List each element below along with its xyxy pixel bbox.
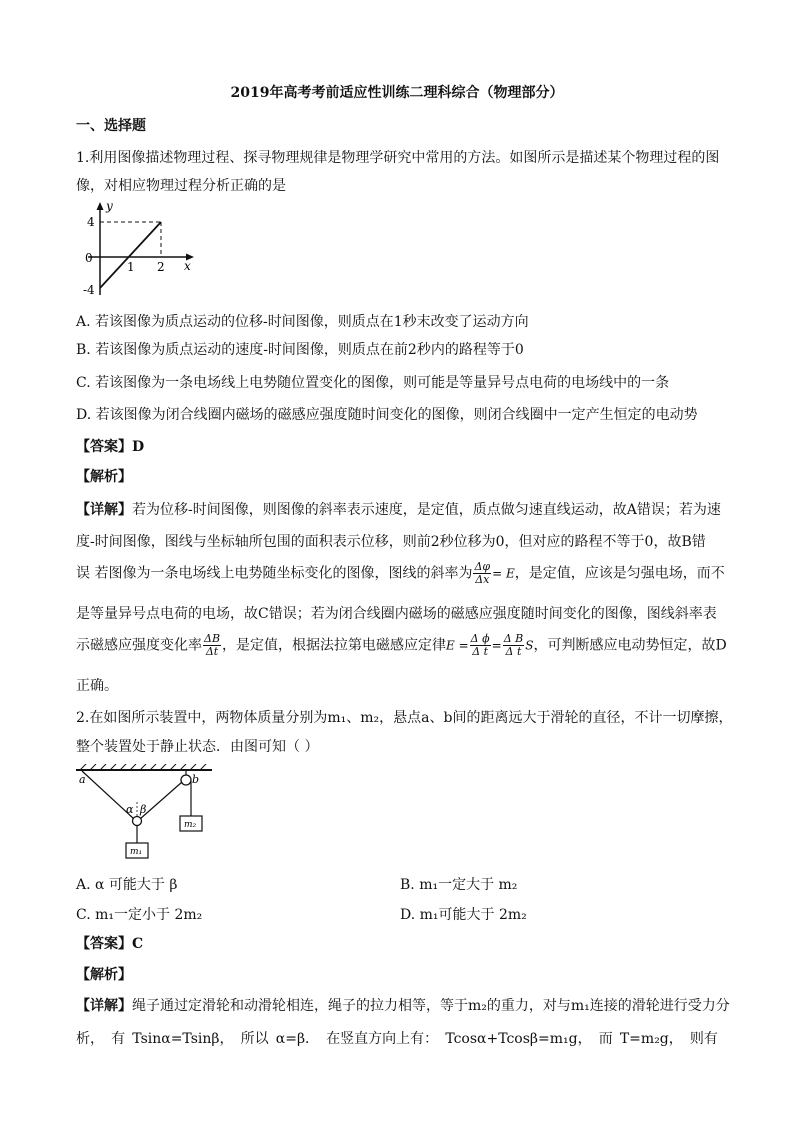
faraday-fraction-phi-t bbox=[470, 633, 491, 658]
fraction-numerator: Δ B bbox=[503, 632, 524, 645]
page-title: 2019年高考考前适应性训练二理科综合（物理部分） bbox=[230, 85, 564, 101]
q2-detail-word: α=β． bbox=[275, 1031, 320, 1047]
q2-detail-word: Tcosα+Tcosβ=m₁g， bbox=[445, 1031, 592, 1047]
faraday-fraction-b-t bbox=[503, 633, 525, 658]
tick-label-neg4: -4 bbox=[83, 283, 95, 297]
q1-detail-text-5a: 示磁感应强度变化率 bbox=[76, 637, 202, 654]
q1-detail-line-6: 正确。 bbox=[76, 678, 118, 694]
section-heading: 一、选择题 bbox=[76, 118, 146, 134]
fraction-denominator: Δx bbox=[475, 573, 490, 586]
q2-stem-line-1: 2.在如图所示装置中，两物体质量分别为m₁、m₂，悬点a、b间的距离远大于滑轮的直径，不计一切摩擦， bbox=[76, 710, 733, 726]
fraction-numerator: ΔB bbox=[204, 632, 221, 645]
q1-stem-line-2: 像，对相应物理过程分析正确的是 bbox=[76, 178, 286, 194]
q2-detail-word: Tsinα=Tsinβ， bbox=[132, 1031, 234, 1047]
q1-analysis-heading: 【解析】 bbox=[76, 469, 132, 485]
movable-pulley-icon bbox=[133, 817, 142, 826]
q2-detail-word: 而 bbox=[598, 1031, 613, 1047]
q1-detail-text-3b: ，是定值，应该是匀强电场，而不 bbox=[514, 565, 725, 582]
q2-option-c: C. m₁一定小于 2m₂ bbox=[76, 907, 203, 923]
q1-option-b: B. 若该图像为质点运动的速度-时间图像，则质点在前2秒内的路程等于0 bbox=[76, 342, 524, 358]
q2-detail-text-1: 绳子通过定滑轮和动滑轮相连，绳子的拉力相等，等于m₂的重力，对与m₁连接的滑轮进行受力分 bbox=[132, 998, 730, 1014]
q2-detail-line-1 bbox=[76, 997, 730, 1015]
q1-option-d: D. 若该图像为闭合线圈内磁场的磁感应强度随时间变化的图像，则闭合线圈中一定产生恒定的电动势 bbox=[76, 407, 698, 423]
q2-detail-word: 在竖直方向上有： bbox=[326, 1031, 439, 1047]
fraction-numerator: Δφ bbox=[474, 560, 491, 573]
q2-detail-heading: 【详解】 bbox=[76, 998, 132, 1014]
label-beta: β bbox=[140, 803, 147, 816]
q2-detail-word: 则有 bbox=[689, 1031, 718, 1047]
q1-detail-line-4: 是等量异号点电荷的电场，故C错误；若为闭合线圈内磁场的磁感应强度随时间变化的图像，图线斜率表 bbox=[76, 606, 717, 622]
q1-detail-text-3a: 误 若图像为一条电场线上电势随坐标变化的图像，图线的斜率为 bbox=[76, 565, 473, 582]
q1-detail-heading: 【详解】 bbox=[76, 502, 132, 518]
tick-label-4: 4 bbox=[87, 215, 95, 229]
q2-detail-word: T=m₂g， bbox=[619, 1031, 683, 1047]
q2-answer: 【答案】C bbox=[76, 936, 144, 952]
formula-equals-e: = E bbox=[492, 566, 515, 581]
q1-detail-line-2: 度-时间图像，图线与坐标轴所包围的面积表示位移，则前2秒位移为0，但对应的路程不等于0，故B错 bbox=[76, 534, 706, 550]
q2-analysis-heading: 【解析】 bbox=[76, 967, 132, 983]
q2-option-b: B. m₁一定大于 m₂ bbox=[400, 877, 518, 893]
q2-option-d: D. m₁可能大于 2m₂ bbox=[400, 907, 527, 923]
q2-detail-word: 所以 bbox=[240, 1031, 269, 1047]
slope-fraction-phi-x bbox=[473, 561, 491, 586]
q1-detail-text-1: 若为位移-时间图像，则图像的斜率表示速度，是定值，质点做匀速直线运动，故A错误；若为速 bbox=[132, 502, 721, 518]
q1-stem-line-1: 1.利用图像描述物理过程、探寻物理规律是物理学研究中常用的方法。如图所示是描述某个物理过程的图 bbox=[76, 150, 720, 166]
graph-line bbox=[100, 222, 161, 288]
fraction-denominator: Δ t bbox=[505, 645, 522, 658]
q1-option-a: A. 若该图像为质点运动的位移-时间图像，则质点在1秒末改变了运动方向 bbox=[76, 314, 529, 330]
fraction-denominator: Δ t bbox=[472, 645, 489, 658]
label-b: b bbox=[192, 773, 200, 786]
q2-option-a: A. α 可能大于 β bbox=[76, 877, 178, 893]
tick-label-2: 2 bbox=[157, 260, 165, 274]
formula-equals: = bbox=[491, 638, 502, 653]
q2-detail-word: 析， bbox=[76, 1031, 104, 1047]
y-axis-arrow-icon bbox=[97, 202, 104, 210]
rate-fraction-b-t bbox=[203, 633, 221, 658]
q1-graph bbox=[78, 199, 198, 299]
tick-label-1: 1 bbox=[127, 260, 135, 274]
q2-pulley-figure bbox=[76, 764, 216, 864]
q2-stem-line-2: 整个装置处于静止状态．由图可知（ ） bbox=[76, 739, 319, 755]
label-m2: m₂ bbox=[184, 820, 197, 830]
q2-detail-word: 有 bbox=[111, 1031, 126, 1047]
q2-options-row-1 bbox=[76, 876, 517, 894]
q1-option-c: C. 若该图像为一条电场线上电势随位置变化的图像，则可能是等量异号点电荷的电场线中的一条 bbox=[76, 375, 670, 391]
q1-detail-text-5b: ，是定值，根据法拉第电磁感应定律 bbox=[222, 637, 447, 654]
q1-detail-line-1 bbox=[76, 501, 721, 519]
fraction-numerator: Δ ϕ bbox=[470, 632, 490, 645]
fraction-denominator: Δt bbox=[205, 645, 219, 658]
label-alpha: α bbox=[126, 803, 134, 816]
q1-detail-text-5c: ，可判断感应电动势恒定，故D bbox=[533, 637, 727, 654]
label-a: a bbox=[79, 773, 86, 786]
formula-s: S bbox=[525, 638, 534, 653]
fixed-pulley-icon bbox=[181, 775, 191, 785]
y-axis-label: y bbox=[106, 199, 113, 213]
q2-options-row-2 bbox=[76, 906, 527, 924]
label-m1: m₁ bbox=[130, 847, 143, 857]
tick-label-0: 0 bbox=[85, 251, 93, 265]
q1-detail-line-5 bbox=[76, 633, 727, 658]
x-axis-label: x bbox=[184, 259, 191, 273]
q1-detail-line-3 bbox=[76, 561, 725, 586]
q2-detail-line-2 bbox=[76, 1030, 718, 1048]
q1-answer: 【答案】D bbox=[76, 439, 145, 455]
formula-e-lhs: E = bbox=[446, 638, 469, 653]
